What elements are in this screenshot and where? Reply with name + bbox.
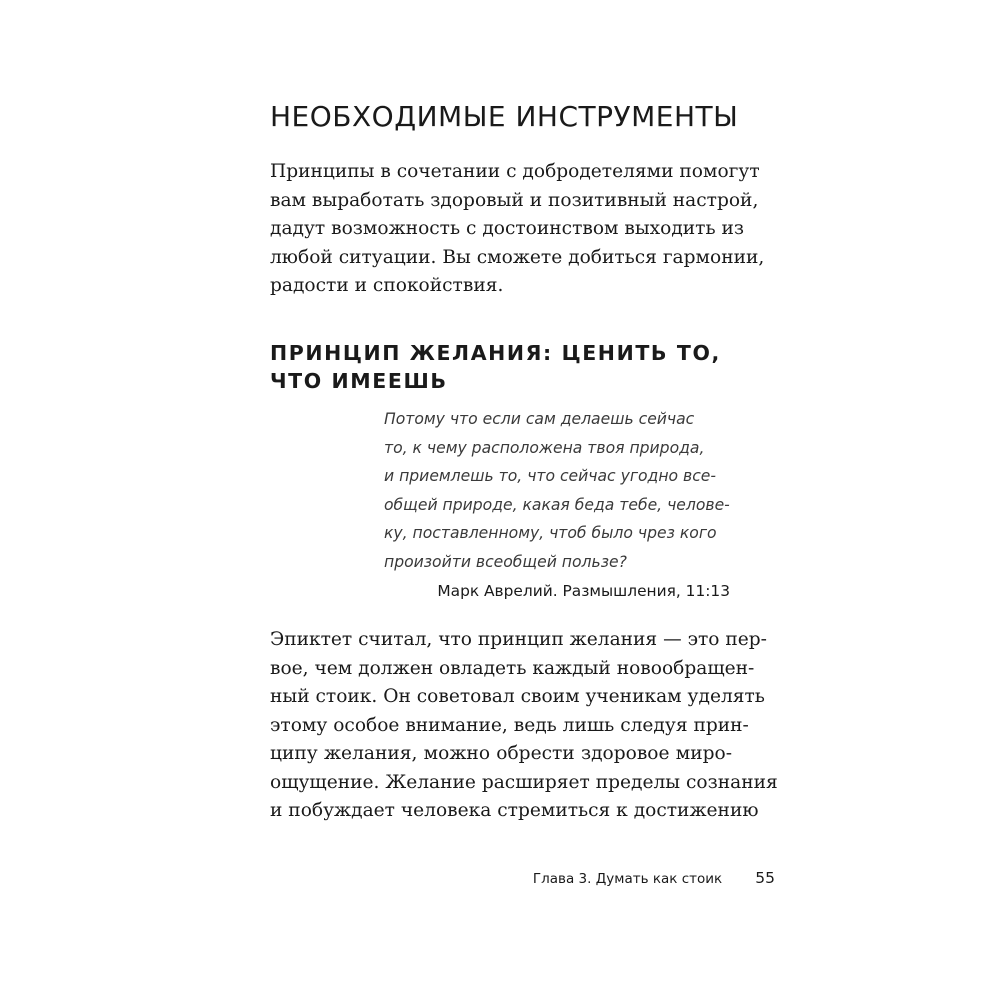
section-title: НЕОБХОДИМЫЕ ИНСТРУМЕНТЫ	[270, 100, 739, 133]
epigraph-line: общей природе, какая беда тебе, челове-	[384, 495, 730, 514]
epigraph-line: произойти всеобщей пользе?	[384, 552, 627, 571]
epigraph-attribution: Марк Аврелий. Размышления, 11:13	[437, 582, 730, 600]
epigraph-line: то, к чему расположена твоя природа,	[384, 438, 705, 457]
principle-subheading	[270, 339, 721, 395]
epigraph-quote	[384, 405, 730, 576]
subheading-line: ЧТО ИМЕЕШЬ	[270, 369, 448, 393]
epigraph-line: и приемлешь то, что сейчас угодно все-	[384, 467, 717, 485]
epigraph-line: ку, поставленному, чтоб было чрез кого	[384, 524, 717, 542]
main-paragraph	[270, 626, 778, 826]
intro-line: любой ситуации. Вы сможете добиться гармонии,	[270, 246, 765, 268]
intro-line: вам выработать здоровый и позитивный настрой,	[270, 189, 759, 211]
main-line: ный стоик. Он советовал своим ученикам уделять	[270, 686, 765, 707]
page-footer	[533, 868, 775, 887]
main-line: Эпиктет считал, что принцип желания — это пер-	[270, 629, 767, 650]
epigraph-line: Потому что если сам делаешь сейчас	[384, 410, 695, 428]
intro-line: радости и спокойствия.	[270, 275, 504, 296]
subheading-line: ПРИНЦИП ЖЕЛАНИЯ: ЦЕНИТЬ ТО,	[270, 341, 721, 365]
page-number: 55	[755, 869, 775, 887]
intro-line: Принципы в сочетании с добродетелями помогут	[270, 161, 760, 182]
main-line: вое, чем должен овладеть каждый новообращен-	[270, 657, 755, 679]
main-line: ципу желания, можно обрести здоровое миро-	[270, 743, 732, 764]
main-line: ощущение. Желание расширяет пределы сознания	[270, 771, 778, 793]
main-line: и побуждает человека стремиться к достижению	[270, 800, 759, 821]
running-head: Глава 3. Думать как стоик	[532, 871, 723, 887]
intro-paragraph	[270, 158, 765, 301]
intro-line: дадут возможность с достоинством выходить из	[270, 218, 745, 239]
main-line: этому особое внимание, ведь лишь следуя прин-	[270, 714, 749, 736]
